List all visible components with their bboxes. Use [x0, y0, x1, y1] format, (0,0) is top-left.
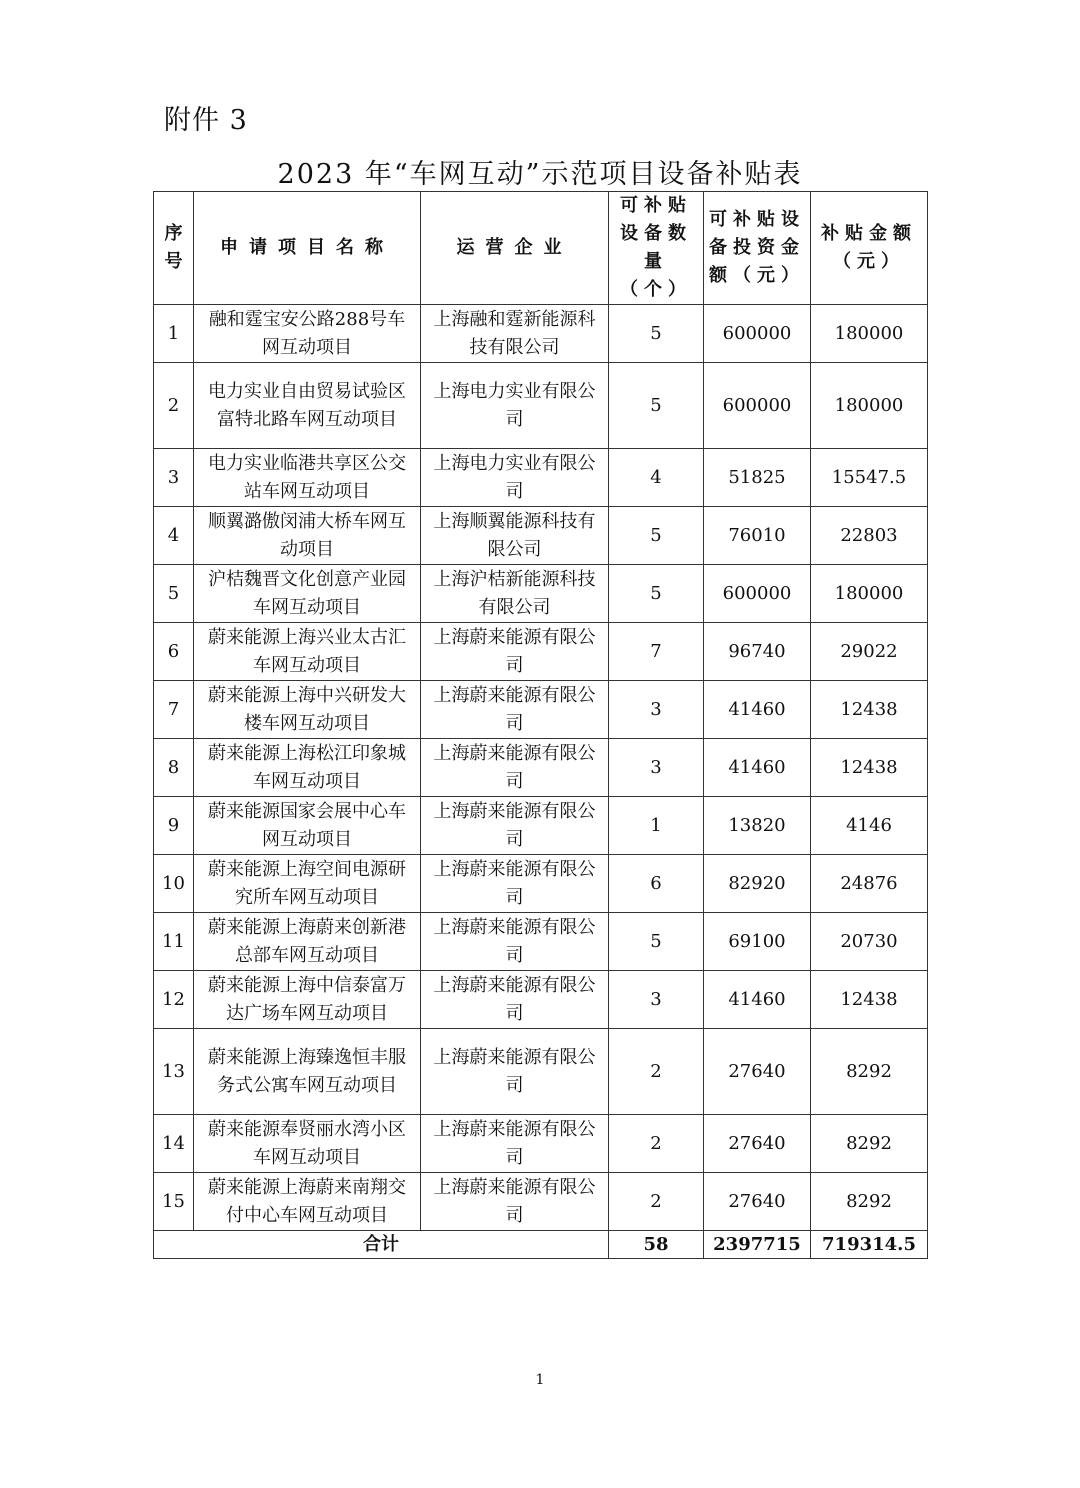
cell-investment: 27640 [704, 1115, 811, 1173]
cell-project-name: 蔚来能源上海松江印象城车网互动项目 [194, 739, 421, 797]
cell-seq: 6 [154, 623, 194, 681]
cell-company: 上海蔚来能源有限公司 [421, 739, 609, 797]
cell-subsidy: 24876 [811, 855, 928, 913]
cell-subsidy: 15547.5 [811, 449, 928, 507]
cell-investment: 600000 [704, 363, 811, 449]
cell-project-name: 融和霆宝安公路288号车网互动项目 [194, 305, 421, 363]
cell-company: 上海顺翼能源科技有限公司 [421, 507, 609, 565]
cell-device-count: 4 [609, 449, 704, 507]
cell-project-name: 蔚来能源奉贤丽水湾小区车网互动项目 [194, 1115, 421, 1173]
cell-subsidy: 180000 [811, 305, 928, 363]
cell-subsidy: 12438 [811, 739, 928, 797]
cell-project-name: 蔚来能源上海空间电源研究所车网互动项目 [194, 855, 421, 913]
cell-subsidy: 180000 [811, 363, 928, 449]
table-header-row [154, 192, 928, 305]
table-row [154, 681, 928, 739]
page-number: 1 [535, 1372, 545, 1388]
cell-device-count: 5 [609, 305, 704, 363]
table-row [154, 1029, 928, 1115]
cell-company: 上海蔚来能源有限公司 [421, 1115, 609, 1173]
cell-seq: 2 [154, 363, 194, 449]
cell-seq: 9 [154, 797, 194, 855]
cell-investment: 51825 [704, 449, 811, 507]
cell-device-count: 5 [609, 507, 704, 565]
table-row [154, 507, 928, 565]
cell-seq: 13 [154, 1029, 194, 1115]
table-row [154, 1173, 928, 1231]
total-investment: 2397715 [704, 1231, 811, 1259]
cell-seq: 15 [154, 1173, 194, 1231]
cell-investment: 600000 [704, 305, 811, 363]
cell-investment: 13820 [704, 797, 811, 855]
cell-subsidy: 20730 [811, 913, 928, 971]
table-row [154, 623, 928, 681]
cell-project-name: 蔚来能源上海臻逸恒丰服务式公寓车网互动项目 [194, 1029, 421, 1115]
cell-seq: 8 [154, 739, 194, 797]
cell-seq: 1 [154, 305, 194, 363]
cell-company: 上海蔚来能源有限公司 [421, 913, 609, 971]
table-row [154, 1115, 928, 1173]
cell-investment: 76010 [704, 507, 811, 565]
header-subsidy: 补贴金额（元） [811, 192, 928, 305]
cell-seq: 11 [154, 913, 194, 971]
cell-project-name: 电力实业临港共享区公交站车网互动项目 [194, 449, 421, 507]
total-count: 58 [609, 1231, 704, 1259]
cell-seq: 5 [154, 565, 194, 623]
cell-seq: 14 [154, 1115, 194, 1173]
cell-company: 上海沪桔新能源科技有限公司 [421, 565, 609, 623]
cell-device-count: 2 [609, 1029, 704, 1115]
cell-investment: 27640 [704, 1029, 811, 1115]
cell-subsidy: 12438 [811, 681, 928, 739]
cell-device-count: 2 [609, 1173, 704, 1231]
cell-investment: 69100 [704, 913, 811, 971]
cell-project-name: 沪桔魏晋文化创意产业园车网互动项目 [194, 565, 421, 623]
header-project-name: 申请项目名称 [194, 192, 421, 305]
table-row [154, 913, 928, 971]
table-row [154, 739, 928, 797]
cell-subsidy: 22803 [811, 507, 928, 565]
page-title: 2023 年“车网互动”示范项目设备补贴表 [277, 159, 803, 190]
cell-project-name: 顺翼潞傲闵浦大桥车网互动项目 [194, 507, 421, 565]
cell-investment: 27640 [704, 1173, 811, 1231]
header-company: 运营企业 [421, 192, 609, 305]
cell-device-count: 5 [609, 913, 704, 971]
cell-investment: 82920 [704, 855, 811, 913]
table-row [154, 449, 928, 507]
cell-project-name: 电力实业自由贸易试验区富特北路车网互动项目 [194, 363, 421, 449]
cell-company: 上海蔚来能源有限公司 [421, 623, 609, 681]
cell-project-name: 蔚来能源上海中信泰富万达广场车网互动项目 [194, 971, 421, 1029]
cell-seq: 7 [154, 681, 194, 739]
cell-company: 上海融和霆新能源科技有限公司 [421, 305, 609, 363]
cell-project-name: 蔚来能源上海兴业太古汇车网互动项目 [194, 623, 421, 681]
cell-seq: 4 [154, 507, 194, 565]
cell-investment: 41460 [704, 739, 811, 797]
cell-seq: 10 [154, 855, 194, 913]
cell-subsidy: 180000 [811, 565, 928, 623]
cell-project-name: 蔚来能源国家会展中心车网互动项目 [194, 797, 421, 855]
cell-device-count: 7 [609, 623, 704, 681]
cell-device-count: 1 [609, 797, 704, 855]
cell-seq: 12 [154, 971, 194, 1029]
subsidy-table [153, 191, 928, 1259]
cell-subsidy: 8292 [811, 1029, 928, 1115]
attachment-label: 附件 3 [164, 105, 248, 136]
cell-company: 上海蔚来能源有限公司 [421, 971, 609, 1029]
table-row [154, 305, 928, 363]
cell-project-name: 蔚来能源上海蔚来南翔交付中心车网互动项目 [194, 1173, 421, 1231]
cell-company: 上海电力实业有限公司 [421, 449, 609, 507]
cell-company: 上海蔚来能源有限公司 [421, 1029, 609, 1115]
cell-project-name: 蔚来能源上海中兴研发大楼车网互动项目 [194, 681, 421, 739]
cell-device-count: 3 [609, 681, 704, 739]
total-subsidy: 719314.5 [811, 1231, 928, 1259]
header-device-count: 可补贴设备数量（个） [609, 192, 704, 305]
cell-device-count: 5 [609, 363, 704, 449]
cell-company: 上海蔚来能源有限公司 [421, 797, 609, 855]
cell-subsidy: 4146 [811, 797, 928, 855]
total-label: 合计 [154, 1231, 609, 1259]
table-row [154, 565, 928, 623]
cell-company: 上海蔚来能源有限公司 [421, 1173, 609, 1231]
cell-investment: 41460 [704, 681, 811, 739]
cell-device-count: 3 [609, 739, 704, 797]
cell-device-count: 6 [609, 855, 704, 913]
total-row [154, 1231, 928, 1259]
cell-subsidy: 8292 [811, 1173, 928, 1231]
header-seq: 序号 [154, 192, 194, 305]
cell-device-count: 3 [609, 971, 704, 1029]
cell-investment: 41460 [704, 971, 811, 1029]
cell-subsidy: 12438 [811, 971, 928, 1029]
cell-company: 上海电力实业有限公司 [421, 363, 609, 449]
cell-device-count: 5 [609, 565, 704, 623]
cell-subsidy: 29022 [811, 623, 928, 681]
cell-project-name: 蔚来能源上海蔚来创新港总部车网互动项目 [194, 913, 421, 971]
header-investment: 可补贴设备投资金额（元） [704, 192, 811, 305]
cell-investment: 600000 [704, 565, 811, 623]
cell-subsidy: 8292 [811, 1115, 928, 1173]
table-row [154, 797, 928, 855]
cell-company: 上海蔚来能源有限公司 [421, 681, 609, 739]
cell-company: 上海蔚来能源有限公司 [421, 855, 609, 913]
cell-device-count: 2 [609, 1115, 704, 1173]
table-row [154, 971, 928, 1029]
cell-seq: 3 [154, 449, 194, 507]
table-row [154, 363, 928, 449]
table-row [154, 855, 928, 913]
cell-investment: 96740 [704, 623, 811, 681]
